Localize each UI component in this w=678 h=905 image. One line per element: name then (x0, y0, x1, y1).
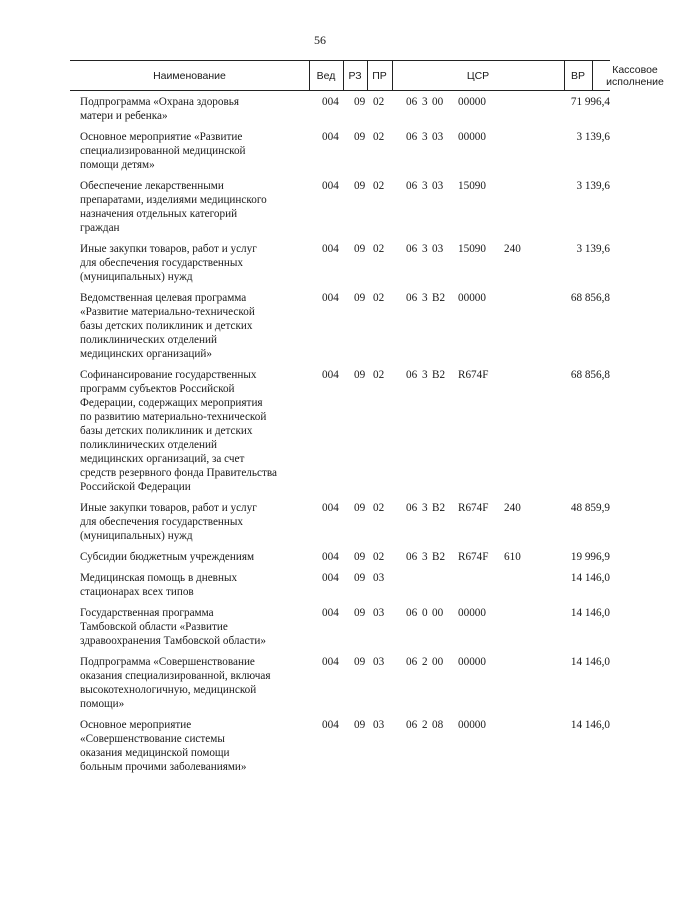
header-divider (309, 61, 310, 90)
csr-part: 06 (406, 369, 418, 381)
ved-code: 004 (322, 719, 339, 731)
csr-part: 00 (432, 607, 444, 619)
ved-code: 004 (322, 180, 339, 192)
kassovoe-amount: 14 146,0 (570, 719, 610, 731)
rz-code: 09 (354, 719, 366, 731)
rz-code: 09 (354, 292, 366, 304)
row-name-line: больным прочими заболеваниями» (80, 761, 247, 773)
csr-part: В2 (432, 369, 446, 381)
kassovoe-amount: 3 139,6 (576, 131, 610, 143)
csr-part: 06 (406, 180, 418, 192)
row-name-line: помощи детям» (80, 159, 155, 171)
csr-part: 00 (432, 656, 444, 668)
header-divider (343, 61, 344, 90)
row-name-line: поликлинических отделений (80, 334, 217, 346)
row-name-line: граждан (80, 222, 120, 234)
pr-code: 02 (373, 96, 385, 108)
rz-code: 09 (354, 502, 366, 514)
row-name (80, 571, 290, 599)
pr-code: 03 (373, 607, 385, 619)
row-name-line: базы детских поликлиник и детских (80, 425, 253, 437)
csr-part: 3 (422, 292, 428, 304)
row-name-line: Софинансирование государственных (80, 369, 257, 381)
kassovoe-amount: 3 139,6 (576, 180, 610, 192)
row-name-line: Медицинская помощь в дневных (80, 572, 238, 584)
table-row (80, 550, 610, 564)
row-name-line: средств резервного фонда Правительства (80, 467, 277, 479)
csr-part: 3 (422, 243, 428, 255)
ved-code: 004 (322, 131, 339, 143)
pr-code: 02 (373, 131, 385, 143)
csr-part: 06 (406, 243, 418, 255)
csr-part: 15090 (458, 243, 486, 255)
csr-part: 03 (432, 180, 444, 192)
row-name-line: Подпрограмма «Совершенствование (80, 656, 255, 668)
pr-code: 02 (373, 243, 385, 255)
ved-code: 004 (322, 502, 339, 514)
csr-part: 06 (406, 96, 418, 108)
row-name (80, 550, 290, 564)
table-row (80, 501, 610, 543)
row-name (80, 655, 290, 711)
row-name-line: Основное мероприятие (80, 719, 192, 731)
csr-part: 06 (406, 551, 418, 563)
header-kassovoe-line1: Кассовое (612, 63, 658, 76)
csr-part: В2 (432, 551, 446, 563)
csr-part: 3 (422, 369, 428, 381)
csr-part: В2 (432, 292, 446, 304)
csr-part: 03 (432, 131, 444, 143)
row-name (80, 501, 290, 543)
row-name-line: помощи» (80, 698, 125, 710)
csr-part: R674F (458, 502, 489, 514)
csr-part: 3 (422, 502, 428, 514)
csr-part: 06 (406, 131, 418, 143)
csr-part: 0 (422, 607, 428, 619)
pr-code: 02 (373, 551, 385, 563)
row-name-line: (муниципальных) нужд (80, 530, 193, 542)
rz-code: 09 (354, 131, 366, 143)
row-name-line: Субсидии бюджетным учреждениям (80, 551, 255, 563)
csr-part: 00000 (458, 607, 486, 619)
csr-part: 3 (422, 131, 428, 143)
csr-part: 08 (432, 719, 444, 731)
row-name-line: для обеспечения государственных (80, 516, 244, 528)
ved-code: 004 (322, 656, 339, 668)
row-name-line: матери и ребенка» (80, 110, 168, 122)
header-kassovoe (592, 61, 678, 90)
row-name-line: «Совершенствование системы (80, 733, 225, 745)
row-name-line: оказания медицинской помощи (80, 747, 230, 759)
csr-part: 15090 (458, 180, 486, 192)
csr-part: 06 (406, 656, 418, 668)
row-name-line: медицинских организаций, за счет (80, 453, 245, 465)
table-row (80, 571, 610, 599)
pr-code: 02 (373, 369, 385, 381)
row-name-line: Иные закупки товаров, работ и услуг (80, 502, 257, 514)
header-name: Наименование (153, 69, 226, 82)
page-number: 56 (314, 33, 326, 47)
csr-part: 2 (422, 656, 428, 668)
kassovoe-amount: 14 146,0 (570, 572, 610, 584)
header-csr: ЦСР (466, 69, 490, 82)
row-name (80, 291, 290, 361)
row-name-line: медицинских организаций» (80, 348, 212, 360)
ved-code: 004 (322, 607, 339, 619)
rz-code: 09 (354, 607, 366, 619)
header-vr: ВР (570, 69, 585, 82)
row-name-line: оказания специализированной, включая (80, 670, 271, 682)
table-row (80, 95, 610, 123)
kassovoe-amount: 71 996,4 (570, 96, 610, 108)
csr-part: 06 (406, 292, 418, 304)
csr-part: 06 (406, 502, 418, 514)
ved-code: 004 (322, 572, 339, 584)
csr-part: 3 (422, 180, 428, 192)
row-name-line: программ субъектов Российской (80, 383, 235, 395)
csr-part: 00 (432, 96, 444, 108)
row-name (80, 368, 290, 494)
header-divider (564, 61, 565, 90)
csr-part: 2 (422, 719, 428, 731)
ved-code: 004 (322, 292, 339, 304)
row-name-line: Российской Федерации (80, 481, 191, 493)
row-name-line: препаратами, изделиями медицинского (80, 194, 267, 206)
header-ved: Вед (316, 69, 336, 82)
row-name-line: здравоохранения Тамбовской области» (80, 635, 266, 647)
csr-part: 00000 (458, 96, 486, 108)
csr-part: 03 (432, 243, 444, 255)
header-divider (592, 61, 593, 90)
row-name-line: высокотехнологичную, медицинской (80, 684, 257, 696)
row-name-line: «Развитие материально-технической (80, 306, 255, 318)
row-name-line: Подпрограмма «Охрана здоровья (80, 96, 240, 108)
row-name (80, 606, 290, 648)
row-name-line: специализированной медицинской (80, 145, 246, 157)
row-name (80, 242, 290, 284)
table-row (80, 291, 610, 361)
kassovoe-amount: 14 146,0 (570, 656, 610, 668)
csr-part: 00000 (458, 292, 486, 304)
kassovoe-amount: 68 856,8 (570, 369, 610, 381)
rz-code: 09 (354, 243, 366, 255)
rz-code: 09 (354, 96, 366, 108)
table-row (80, 130, 610, 172)
row-name-line: Основное мероприятие «Развитие (80, 131, 243, 143)
csr-part: В2 (432, 502, 446, 514)
csr-part: 00000 (458, 656, 486, 668)
kassovoe-amount: 3 139,6 (576, 243, 610, 255)
row-name (80, 95, 290, 123)
row-name-line: стационарах всех типов (80, 586, 194, 598)
ved-code: 004 (322, 369, 339, 381)
table-row (80, 179, 610, 235)
table-header (70, 60, 664, 91)
pr-code: 02 (373, 502, 385, 514)
rz-code: 09 (354, 551, 366, 563)
pr-code: 03 (373, 719, 385, 731)
row-name-line: Ведомственная целевая программа (80, 292, 247, 304)
ved-code: 004 (322, 96, 339, 108)
ved-code: 004 (322, 243, 339, 255)
csr-part: 00000 (458, 131, 486, 143)
row-name (80, 179, 290, 235)
rz-code: 09 (354, 572, 366, 584)
kassovoe-amount: 19 996,9 (570, 551, 610, 563)
row-name-line: Тамбовской области «Развитие (80, 621, 228, 633)
table-row (80, 368, 610, 494)
row-name-line: поликлинических отделений (80, 439, 217, 451)
csr-part: 00000 (458, 719, 486, 731)
table-body (80, 95, 610, 781)
row-name-line: Федерации, содержащих мероприятия (80, 397, 263, 409)
rz-code: 09 (354, 656, 366, 668)
header-kassovoe-line2: исполнение (606, 75, 664, 88)
table-row (80, 655, 610, 711)
pr-code: 03 (373, 572, 385, 584)
csr-part: R674F (458, 551, 489, 563)
row-name-line: назначения отдельных категорий (80, 208, 238, 220)
rz-code: 09 (354, 180, 366, 192)
pr-code: 03 (373, 656, 385, 668)
pr-code: 02 (373, 292, 385, 304)
header-divider (367, 61, 368, 90)
ved-code: 004 (322, 551, 339, 563)
kassovoe-amount: 14 146,0 (570, 607, 610, 619)
vr-code: 240 (504, 502, 521, 514)
csr-part: 06 (406, 719, 418, 731)
row-name (80, 130, 290, 172)
header-pr: ПР (372, 69, 387, 82)
row-name-line: Обеспечение лекарственными (80, 180, 224, 192)
row-name-line: для обеспечения государственных (80, 257, 244, 269)
csr-part: 3 (422, 96, 428, 108)
csr-part: 06 (406, 607, 418, 619)
csr-part: R674F (458, 369, 489, 381)
row-name-line: базы детских поликлиник и детских (80, 320, 253, 332)
rz-code: 09 (354, 369, 366, 381)
kassovoe-amount: 68 856,8 (570, 292, 610, 304)
table-row (80, 718, 610, 774)
row-name-line: (муниципальных) нужд (80, 271, 193, 283)
csr-part: 3 (422, 551, 428, 563)
table-row (80, 242, 610, 284)
vr-code: 610 (504, 551, 521, 563)
header-divider (392, 61, 393, 90)
row-name-line: по развитию материально-технической (80, 411, 267, 423)
row-name-line: Государственная программа (80, 607, 214, 619)
vr-code: 240 (504, 243, 521, 255)
table-row (80, 606, 610, 648)
row-name-line: Иные закупки товаров, работ и услуг (80, 243, 257, 255)
row-name (80, 718, 290, 774)
pr-code: 02 (373, 180, 385, 192)
kassovoe-amount: 48 859,9 (570, 502, 610, 514)
header-rz: РЗ (348, 69, 362, 82)
